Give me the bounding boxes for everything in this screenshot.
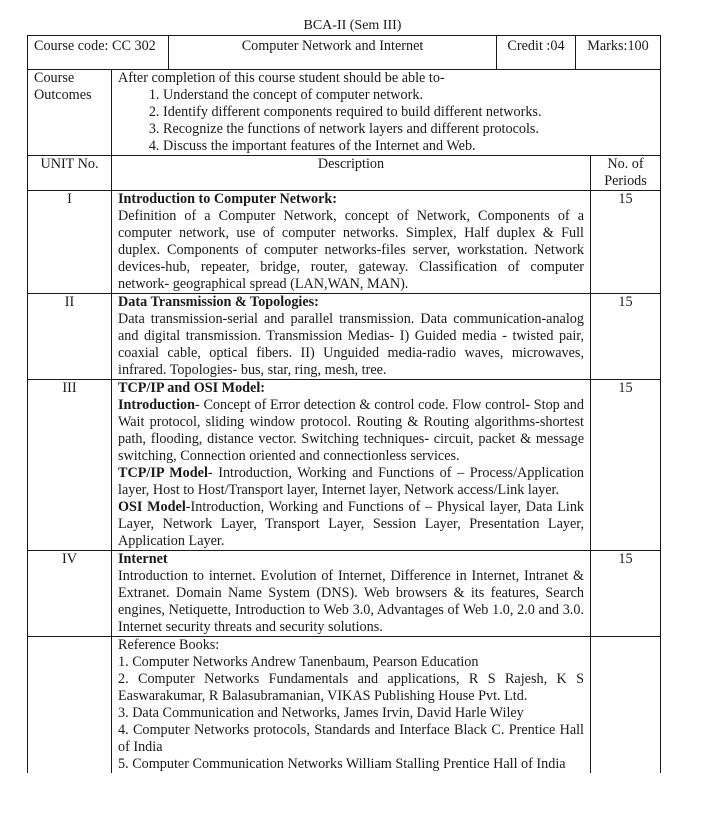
- references-empty-cell: [28, 637, 112, 774]
- unit-paragraph: [118, 499, 584, 550]
- references-title: Reference Books:: [118, 637, 220, 653]
- references-row: [28, 637, 661, 774]
- subsection-label: OSI Model: [118, 499, 186, 515]
- references-content: [112, 637, 591, 774]
- unit-title: Introduction to Computer Network:: [118, 191, 337, 207]
- course-name: Computer Network and Internet: [169, 36, 497, 70]
- unit-periods: 15: [591, 294, 661, 380]
- unit-description: [112, 380, 591, 551]
- unit-title: Data Transmission & Topologies:: [118, 294, 319, 310]
- outcome-item: 4. Discuss the important features of the Internet and Web.: [163, 138, 654, 155]
- unit-paragraph: [118, 397, 584, 465]
- course-credit: Credit :04: [497, 36, 576, 70]
- reference-item: 3. Data Communication and Networks, James Irvin, David Harle Wiley: [118, 705, 524, 721]
- outcomes-intro: After completion of this course student should be able to-: [118, 70, 445, 86]
- outcomes-list: [118, 87, 654, 155]
- unit-description: [112, 551, 591, 637]
- unit-periods: 15: [591, 551, 661, 637]
- reference-item: 2. Computer Networks Fundamentals and applications, R S Rajesh, K S Easwarakumar, R Balasubramanian, VIKAS Publishing House Pvt. Ltd.: [118, 671, 584, 704]
- outcome-item: 3. Recognize the functions of network layers and different protocols.: [163, 121, 654, 138]
- course-header-table: [27, 35, 661, 70]
- references-periods-empty-cell: [591, 637, 661, 774]
- subsection-text: -Introduction, Working and Functions of – Physical layer, Data Link Layer, Network Layer, Transport Layer, Session Layer, Presentation Layer, Application Layer.: [118, 499, 585, 549]
- subsection-label: TCP/IP Model: [118, 465, 208, 481]
- description-column-header: Description: [112, 156, 591, 191]
- unit-number: III: [28, 380, 112, 551]
- unit-periods: 15: [591, 191, 661, 294]
- reference-item: 4. Computer Networks protocols, Standards and Interface Black C. Prentice Hall of India: [118, 722, 584, 755]
- reference-item: 1. Computer Networks Andrew Tanenbaum, Pearson Education: [118, 654, 479, 670]
- unit-number: II: [28, 294, 112, 380]
- column-header-row: [28, 156, 661, 191]
- page-title: BCA-II (Sem III): [303, 18, 402, 33]
- course-header-row: [28, 36, 661, 70]
- periods-column-header: No. of Periods: [591, 156, 661, 191]
- unit-row: [28, 191, 661, 294]
- outcomes-label: Course Outcomes: [28, 70, 112, 156]
- subsection-label: Introduction: [118, 397, 195, 413]
- unit-column-header: UNIT No.: [28, 156, 112, 191]
- unit-paragraph: [118, 465, 584, 499]
- outcome-item: 2. Identify different components required to build different networks.: [163, 104, 654, 121]
- course-marks: Marks:100: [576, 36, 661, 70]
- outcome-item: 1. Understand the concept of computer network.: [163, 87, 654, 104]
- syllabus-table: [27, 69, 661, 773]
- unit-title: TCP/IP and OSI Model:: [118, 380, 266, 396]
- unit-description: [112, 294, 591, 380]
- outcomes-content: [112, 70, 661, 156]
- unit-number: IV: [28, 551, 112, 637]
- unit-text: Definition of a Computer Network, concept of Network, Components of a computer network, use of computer networks. Simplex, Half duplex & Full duplex. Components of computer networks-files server, workstation. Network devices-hub, repeater, bridge, router, gateway. Classification of computer network- geographical spread (LAN,WAN, MAN).: [118, 208, 584, 292]
- unit-row: [28, 380, 661, 551]
- unit-title: Internet: [118, 551, 168, 567]
- unit-row: [28, 551, 661, 637]
- course-code: Course code: CC 302: [28, 36, 169, 70]
- unit-periods: 15: [591, 380, 661, 551]
- subsection-text: - Concept of Error detection & control code. Flow control- Stop and Wait protocol, sliding window protocol. Routing & Routing algorithms-shortest path, flooding, distance vector. Switching techniques- circuit, packet & message switching, Connection oriented and connectionless services.: [118, 397, 584, 464]
- subsection-text: - Introduction, Working and Functions of – Process/Application layer, Host to Host/Transport layer, Internet layer, Network access/Link layer.: [118, 465, 585, 498]
- unit-text: Introduction to internet. Evolution of Internet, Difference in Internet, Intranet & Extranet. Domain Name System (DNS). Web browsers & its features, Search engines, Netiquette, Introduction to Web 3.0, Advantages of Web 1.0, 2.0 and 3.0. Internet security threats and security solutions.: [118, 568, 584, 635]
- unit-description: [112, 191, 591, 294]
- outcomes-row: [28, 70, 661, 156]
- unit-number: I: [28, 191, 112, 294]
- unit-row: [28, 294, 661, 380]
- unit-text: Data transmission-serial and parallel transmission. Data communication-analog and digital transmission. Transmission Medias- I) Guided media - twisted pair, coaxial cable, optical fibers. II) Unguided media-radio waves, microwaves, infrared. Topologies- bus, star, ring, mesh, tree.: [118, 311, 584, 378]
- reference-item: 5. Computer Communication Networks William Stalling Prentice Hall of India: [118, 756, 566, 772]
